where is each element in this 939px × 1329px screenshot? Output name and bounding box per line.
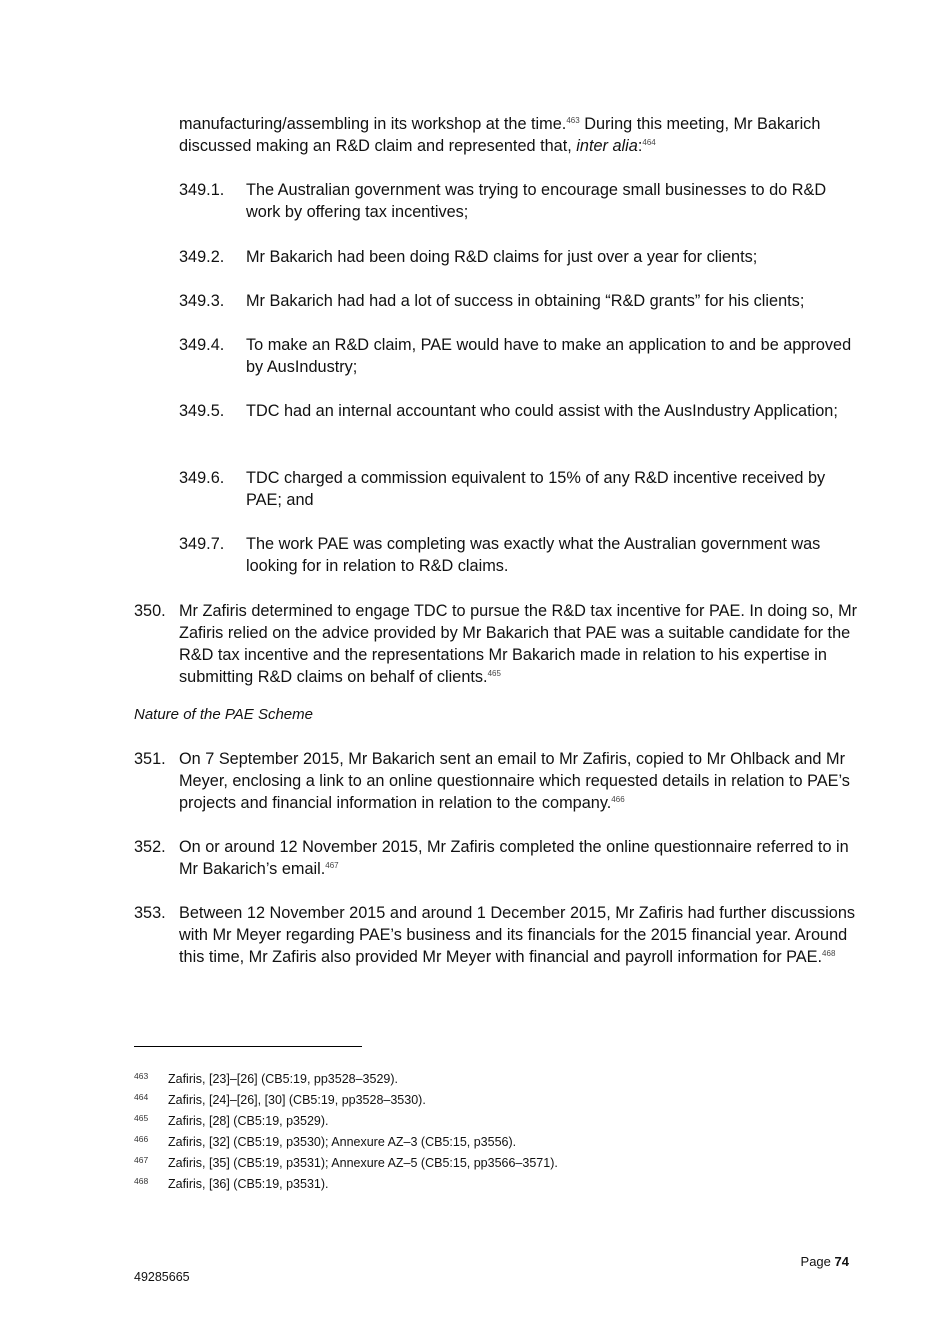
paragraph-body: Between 12 November 2015 and around 1 December 2015, Mr Zafiris had further discussions with Mr Meyer regarding PAE’s business and its financials for the 2015 financial year. Around this time, Mr Zafiris also provided Mr Meyer with financial and payroll information for PAE. [179,904,856,966]
sub-item-number: 349.6. [179,469,225,487]
footnote-text: Zafiris, [23]–[26] (CB5:19, pp3528–3529). [168,1072,399,1086]
paragraph-number: 350. [134,602,166,620]
footnote-text: Zafiris, [36] (CB5:19, p3531). [168,1177,329,1191]
page-label: Page [800,1254,831,1269]
footnote-ref[interactable]: 463 [566,116,580,125]
footnote-number: 463 [134,1071,149,1081]
sub-item-number: 349.5. [179,402,225,420]
paragraph-number: 353. [134,904,166,922]
footnote-number: 468 [134,1176,149,1186]
footnote-text: Zafiris, [24]–[26], [30] (CB5:19, pp3528–3530). [168,1093,426,1107]
continuation-text: manufacturing/assembling in its workshop at the time. [179,115,567,133]
continuation-text: During this meeting, Mr Bakarich discussed making an R&D claim and represented that, [179,115,821,155]
footnote-divider [134,1046,362,1047]
italic-phrase: inter alia [576,137,638,155]
footnote-text: Zafiris, [32] (CB5:19, p3530); Annexure AZ–3 (CB5:15, p3556). [168,1135,517,1149]
sub-item-text: To make an R&D claim, PAE would have to make an application to and be approved by AusIndustry; [246,336,852,376]
sub-item-text: Mr Bakarich had been doing R&D claims for just over a year for clients; [246,248,758,266]
footnote-ref[interactable]: 466 [611,795,625,804]
paragraph-body: On or around 12 November 2015, Mr Zafiris completed the online questionnaire referred to in Mr Bakarich’s email. [179,838,849,878]
footnote-text: Zafiris, [28] (CB5:19, p3529). [168,1114,329,1128]
paragraph-number: 352. [134,838,166,856]
footnote-ref[interactable]: 468 [822,949,836,958]
footnote-number: 466 [134,1134,149,1144]
footnote-ref[interactable]: 467 [325,861,339,870]
footnote-number: 465 [134,1113,149,1123]
sub-item-number: 349.4. [179,336,225,354]
paragraph-body: Mr Zafiris determined to engage TDC to pursue the R&D tax incentive for PAE. In doing so, Mr Zafiris relied on the advice provided by Mr Bakarich that PAE was a suitable candidate for the R&D tax incentive and the representations Mr Bakarich made in relation to his expertise in submitting R&D claims on behalf of clients. [179,602,858,686]
footnote-ref[interactable]: 465 [487,669,501,678]
continuation-paragraph [179,113,859,157]
footnote-ref[interactable]: 464 [642,138,656,147]
footnote-text: Zafiris, [35] (CB5:19, p3531); Annexure AZ–5 (CB5:15, pp3566–3571). [168,1156,558,1170]
document-id: 49285665 [134,1270,190,1284]
sub-item-text: The Australian government was trying to encourage small businesses to do R&D work by offering tax incentives; [246,181,827,221]
paragraph-text [179,748,859,814]
footnote-number: 467 [134,1155,149,1165]
sub-item-text: TDC charged a commission equivalent to 15% of any R&D incentive received by PAE; and [246,469,826,509]
sub-item-number: 349.1. [179,181,225,199]
sub-item-number: 349.3. [179,292,225,310]
page-number-value: 74 [834,1254,849,1269]
sub-item-text: TDC had an internal accountant who could assist with the AusIndustry Application; [246,402,838,420]
paragraph-text [179,902,859,968]
sub-item-text: Mr Bakarich had had a lot of success in obtaining “R&D grants” for his clients; [246,292,805,310]
paragraph-text [179,600,859,688]
section-heading: Nature of the PAE Scheme [134,706,313,723]
sub-item-number: 349.7. [179,535,225,553]
paragraph-text [179,836,859,880]
paragraph-body: On 7 September 2015, Mr Bakarich sent an email to Mr Zafiris, copied to Mr Ohlback and Mr Meyer, enclosing a link to an online questionnaire which requested details in relation to PAE’s projects and financial information in relation to the company. [179,750,850,812]
footnote-number: 464 [134,1092,149,1102]
sub-item-number: 349.2. [179,248,225,266]
paragraph-number: 351. [134,750,166,768]
continuation-text: : [637,137,643,155]
page-number [801,1254,849,1269]
sub-item-text: The work PAE was completing was exactly what the Australian government was looking for in relation to R&D claims. [246,535,821,575]
